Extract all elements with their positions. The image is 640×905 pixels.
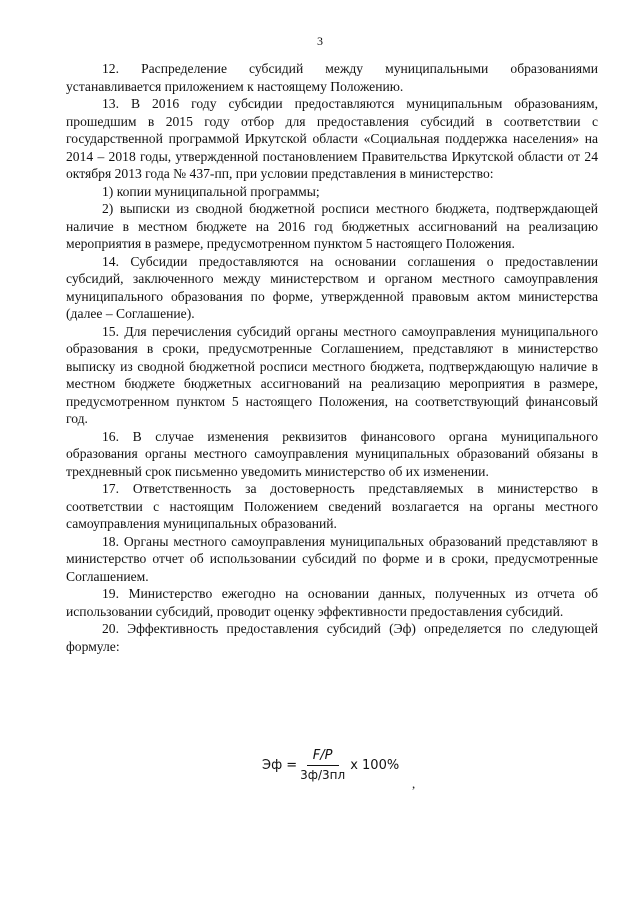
paragraph-14: 14. Субсидии предоставляются на основании соглашения о предоставлении субсидий, заключенного между министерством и органом местного самоуправления муниципального образования по форме, утвержденной правовым актом министерства (далее – Соглашение).	[66, 253, 598, 321]
paragraph-16: 16. В случае изменения реквизитов финансового органа муниципального образования органы местного самоуправления муниципальных образований обязаны в трехдневный срок письменно уведомить министерство об их изменении.	[66, 428, 598, 479]
formula-fraction	[300, 748, 345, 782]
formula-lhs: Эф	[262, 757, 283, 773]
formula-equals: =	[286, 757, 298, 773]
page-number: 3	[317, 34, 323, 48]
paragraph-13: 13. В 2016 году субсидии предоставляются муниципальным образованиям, прошедшим в 2015 году отбор для предоставления субсидий в соответствии с государственной программой Иркутской области «Социальная поддержка населения» на 2014 – 2018 годы, утвержденной постановлением Правительства Иркутской области от 24 октября 2013 года № 437-пп, при условии представления в министерство:	[66, 96, 598, 181]
formula-denominator: 3ф/3пл	[300, 768, 346, 782]
paragraph-20: 20. Эффективность предоставления субсидий (Эф) определяется по следующей формуле:	[66, 621, 598, 654]
document-body	[66, 60, 598, 655]
paragraph-18: 18. Органы местного самоуправления муниципальных образований представляют в министерство отчет об использовании субсидий по форме и в сроки, предусмотренные Соглашением.	[66, 533, 598, 584]
paragraph-19: 19. Министерство ежегодно на основании данных, полученных из отчета об использовании субсидий, проводит оценку эффективности предоставления субсидий.	[66, 586, 598, 619]
paragraph-17: 17. Ответственность за достоверность представляемых в министерство в соответствии с настоящим Положением сведений возлагается на органы местного самоуправления муниципальных образований.	[66, 481, 598, 531]
formula-numerator: F/P	[307, 748, 339, 766]
efficiency-formula	[262, 748, 399, 782]
paragraph-15: 15. Для перечисления субсидий органы местного самоуправления муниципального образования в сроки, предусмотренные Соглашением, представляют в министерство выписку из сводной бюджетной росписи местного бюджета, подтверждающую наличие в местном бюджете бюджетных ассигнований на реализацию мероприятия в размере, предусмотренном пунктом 5 настоящего Положения, на соответствующий финансовый год.	[66, 323, 598, 426]
paragraph-12: 12. Распределение субсидий между муниципальными образованиями устанавливается приложением к настоящему Положению.	[66, 61, 598, 94]
paragraph-13-item-2: 2) выписки из сводной бюджетной росписи местного бюджета, подтверждающей наличие в местном бюджете на 2016 год бюджетных ассигнований на реализацию мероприятия в размере, предусмотренном пунктом 5 настоящего Положения.	[66, 201, 598, 251]
paragraph-13-item-1: 1) копии муниципальной программы;	[102, 183, 320, 199]
formula-multiplier: х 100%	[350, 757, 400, 773]
formula-trailing-comma: ,	[412, 776, 416, 791]
